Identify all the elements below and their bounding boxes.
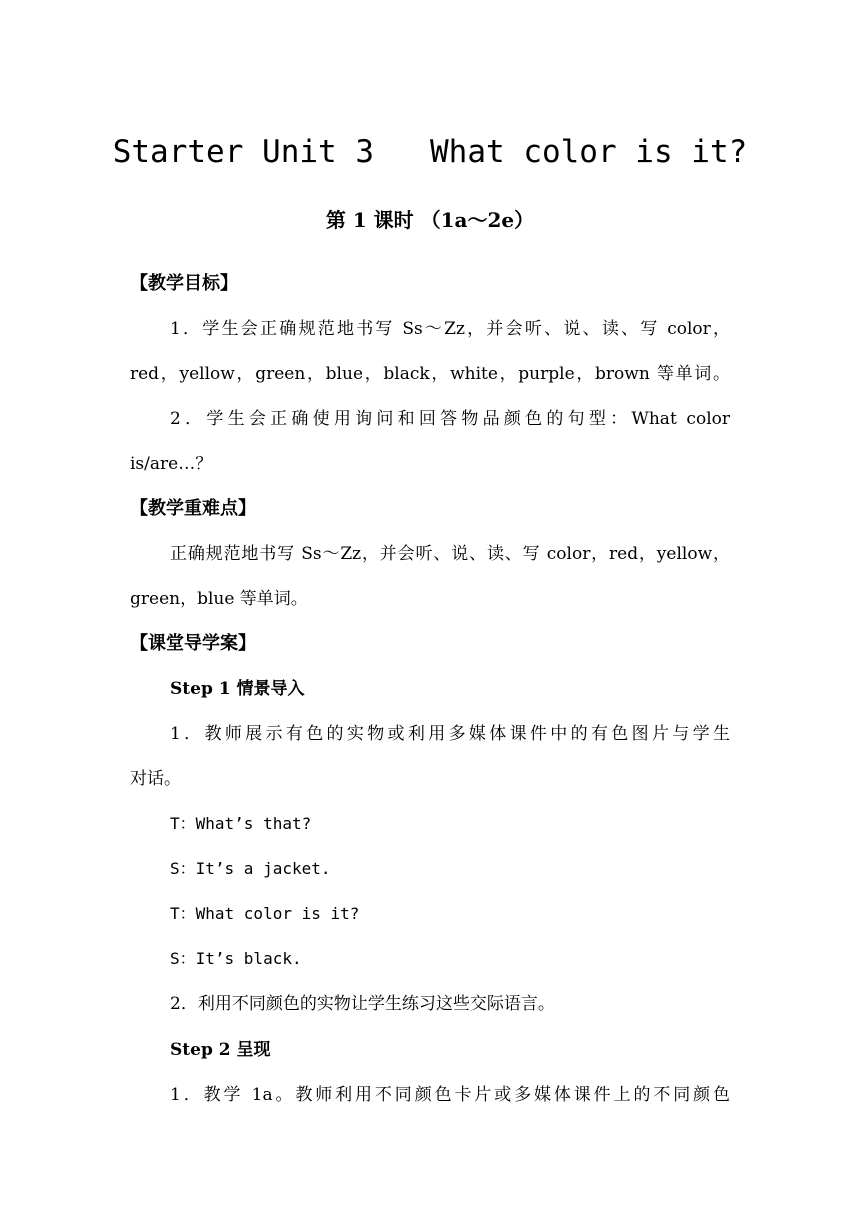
step-1-label: Step 1 情景导入 [170,679,305,699]
objectives-heading: 【教学目标】 [130,273,238,294]
objective-1-line-1: 1．学生会正确规范地书写 Ss～Zz，并会听、说、读、写 color， [170,319,730,339]
document-title: Starter Unit 3 What color is it? [112,134,748,170]
step-2-item-1-line-1: 1．教学 1a。教师利用不同颜色卡片或多媒体课件上的不同颜色 [170,1085,730,1105]
guide-heading: 【课堂导学案】 [130,633,256,654]
dialogue-line: S：It’s black. [170,949,302,968]
step-1-item-1-line-2: 对话。 [130,769,181,789]
lesson-subtitle: 第 1 课时 （1a～2e） [325,208,535,232]
step-2-label: Step 2 呈现 [170,1040,271,1060]
key-points-heading: 【教学重难点】 [130,498,256,519]
objective-2-line-1: 2．学生会正确使用询问和回答物品颜色的句型：What color [170,409,730,429]
key-points-line-1: 正确规范地书写 Ss～Zz，并会听、说、读、写 color，red，yellow， [170,544,730,564]
dialogue-line: S：It’s a jacket. [170,859,331,878]
objective-2-line-2: is/are…？ [130,454,213,474]
key-points-line-2: green，blue 等单词。 [130,589,308,609]
dialogue-line: T：What’s that? [170,814,312,833]
step-1-item-1-line-1: 1．教师展示有色的实物或利用多媒体课件中的有色图片与学生 [170,724,730,744]
dialogue-line: T：What color is it? [170,904,360,923]
step-1-item-2: 2．利用不同颜色的实物让学生练习这些交际语言。 [170,994,555,1014]
objective-1-line-2: red，yellow，green，blue，black，white，purple，brown 等单词。 [130,364,730,384]
